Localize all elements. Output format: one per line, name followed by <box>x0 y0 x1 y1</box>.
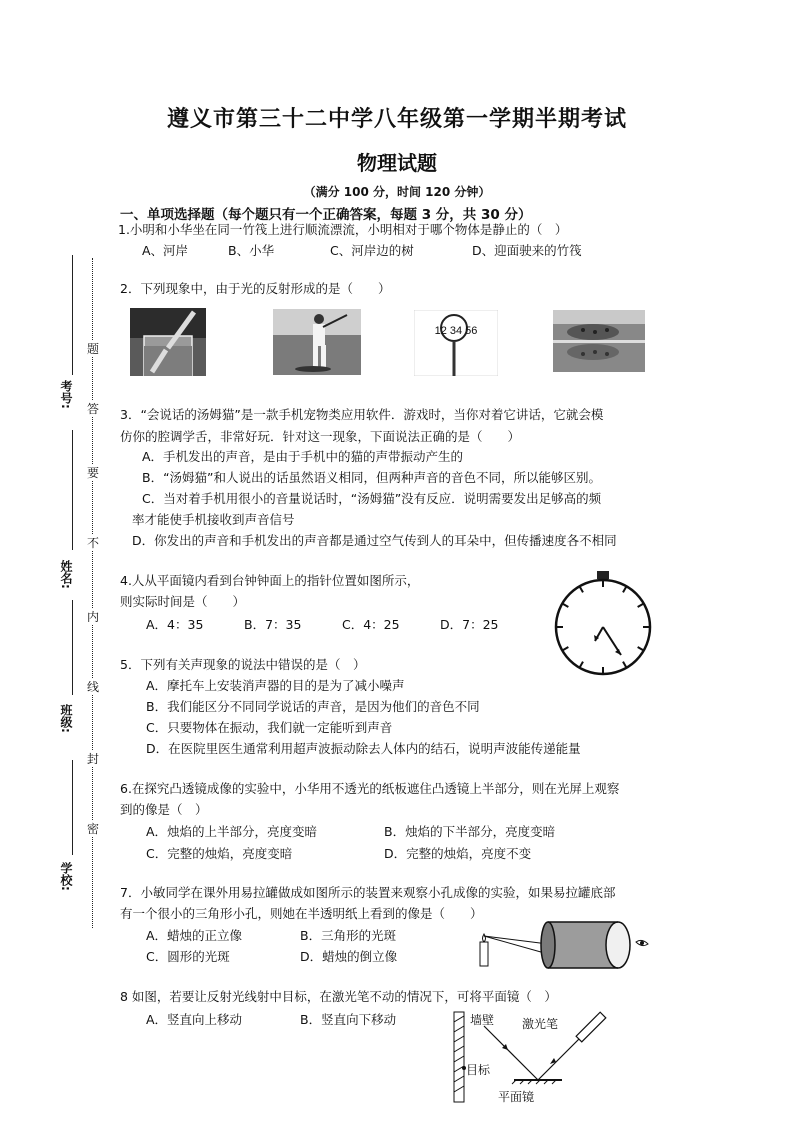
q3-option-c-line2: 率才能使手机接收到声音信号 <box>132 512 295 527</box>
leopard-reflection-image <box>553 310 645 372</box>
seal-char: 不 <box>86 536 99 550</box>
fill-line-school[interactable] <box>72 760 73 855</box>
q3-option-b: B．“汤姆猫”和人说出的话虽然语义相同，但两种声音的音色不同，所以能够区别。 <box>142 470 602 485</box>
q5-option-b: B．我们能区分不同同学说话的声音，是因为他们的音色不同 <box>146 699 480 714</box>
q6-option-a: A．烛焰的上半部分，亮度变暗 <box>146 824 318 839</box>
seal-char: 要 <box>86 466 99 480</box>
q4-option-c: C．4：25 <box>342 617 400 632</box>
q7-option-c: C．圆形的光斑 <box>146 949 230 964</box>
q4-line2: 则实际时间是（ ） <box>120 594 246 609</box>
q4-option-a: A．4：35 <box>146 617 204 632</box>
seal-char: 答 <box>86 402 99 416</box>
q1-option-b: B、小华 <box>228 243 275 258</box>
label-school: 学校: <box>59 862 73 891</box>
q7-line1: 7．小敏同学在课外用易拉罐做成如图所示的装置来观察小孔成像的实验，如果易拉罐底部 <box>120 885 616 900</box>
seal-char: 封 <box>86 752 99 766</box>
sign-text: 12 34 56 <box>434 325 478 337</box>
q4-option-b: B．7：35 <box>244 617 302 632</box>
q5-option-d: D．在医院里医生通常利用超声波振动除去人体内的结石，说明声波能传递能量 <box>146 741 581 756</box>
pinhole-camera-diagram <box>476 914 654 976</box>
label-name: 姓名: <box>59 560 73 589</box>
target-point <box>462 1066 466 1070</box>
exam-title: 遵义市第三十二中学八年级第一学期半期考试 <box>166 106 627 132</box>
fill-line-exam-number[interactable] <box>72 255 73 375</box>
seal-char: 内 <box>86 610 99 624</box>
golfer-shadow-image <box>273 309 361 375</box>
clock-diagram <box>553 569 653 677</box>
q1-option-a: A、河岸 <box>142 243 189 258</box>
q6-option-c: C．完整的烛焰，亮度变暗 <box>146 846 293 861</box>
q6-option-d: D．完整的烛焰，亮度不变 <box>384 846 532 861</box>
laser-mirror-diagram <box>440 1008 610 1114</box>
q7-option-b: B．三角形的光斑 <box>300 928 397 943</box>
q3-option-a: A．手机发出的声音，是由于手机中的猫的声带振动产生的 <box>142 449 464 464</box>
q3-option-c-line1: C．当对着手机用很小的音量说话时，“汤姆猫”没有反应．说明需要发出足够高的频 <box>142 491 602 506</box>
q3-line2: 仿你的腔调学舌，非常好玩．针对这一现象，下面说法正确的是（ ） <box>120 429 521 444</box>
q7-option-a: A．蜡烛的正立像 <box>146 928 243 943</box>
fill-line-class[interactable] <box>72 600 73 695</box>
q1-stem: 1.小明和小华坐在同一竹筏上进行顺流漂流，小明相对于哪个物体是静止的（ ） <box>118 222 568 237</box>
seal-char: 线 <box>86 680 99 694</box>
q5-stem: 5．下列有关声现象的说法中错误的是（ ） <box>120 657 366 672</box>
q6-line1: 6.在探究凸透镜成像的实验中，小华用不透光的纸板遮住凸透镜上半部分，则在光屏上观察 <box>120 781 620 796</box>
section-heading: 一、单项选择题（每个题只有一个正确答案，每题 3 分，共 30 分） <box>120 207 532 223</box>
seal-char: 密 <box>86 822 99 836</box>
magnifier-sign-image <box>414 310 498 376</box>
q2-stem: 2．下列现象中，由于光的反射形成的是（ ） <box>120 281 391 296</box>
seal-line <box>88 258 98 928</box>
q4-line1: 4.人从平面镜内看到台钟钟面上的指针位置如图所示， <box>120 573 420 588</box>
q1-option-c: C、河岸边的树 <box>330 243 414 258</box>
mirror-label: 平面镜 <box>498 1090 535 1104</box>
q8-stem: 8 如图，若要让反射光线射中目标，在激光笔不动的情况下，可将平面镜（ ） <box>120 989 557 1004</box>
q4-option-d: D．7：25 <box>440 617 499 632</box>
q1-option-d: D、迎面驶来的竹筏 <box>472 243 582 258</box>
q8-option-a: A．竖直向上移动 <box>146 1012 243 1027</box>
q3-line1: 3．“会说话的汤姆猫”是一款手机宠物类应用软件．游戏时，当你对着它讲话，它就会模 <box>120 407 604 422</box>
q6-line2: 到的像是（ ） <box>120 802 208 817</box>
seal-char: 题 <box>86 342 99 356</box>
label-exam-number: 考号: <box>59 380 73 409</box>
q7-option-d: D．蜡烛的倒立像 <box>300 949 398 964</box>
fill-line-name[interactable] <box>72 430 73 550</box>
q8-option-b: B．竖直向下移动 <box>300 1012 397 1027</box>
pencil-in-water-image <box>130 308 206 376</box>
q6-option-b: B．烛焰的下半部分，亮度变暗 <box>384 824 556 839</box>
label-class: 班级: <box>59 704 73 733</box>
q3-option-d: D．你发出的声音和手机发出的声音都是通过空气传到人的耳朵中，但传播速度各不相同 <box>132 533 617 548</box>
exam-meta: （满分 100 分，时间 120 分钟） <box>303 185 491 199</box>
q5-option-c: C．只要物体在振动，我们就一定能听到声音 <box>146 720 393 735</box>
laser-label: 激光笔 <box>522 1017 559 1031</box>
exam-subtitle: 物理试题 <box>357 151 437 175</box>
q5-option-a: A．摩托车上安装消声器的目的是为了减小噪声 <box>146 678 405 693</box>
target-label: 目标 <box>466 1063 491 1077</box>
q7-line2: 有一个很小的三角形小孔，则她在半透明纸上看到的像是（ ） <box>120 906 483 921</box>
wall-label: 墙壁 <box>470 1013 495 1027</box>
